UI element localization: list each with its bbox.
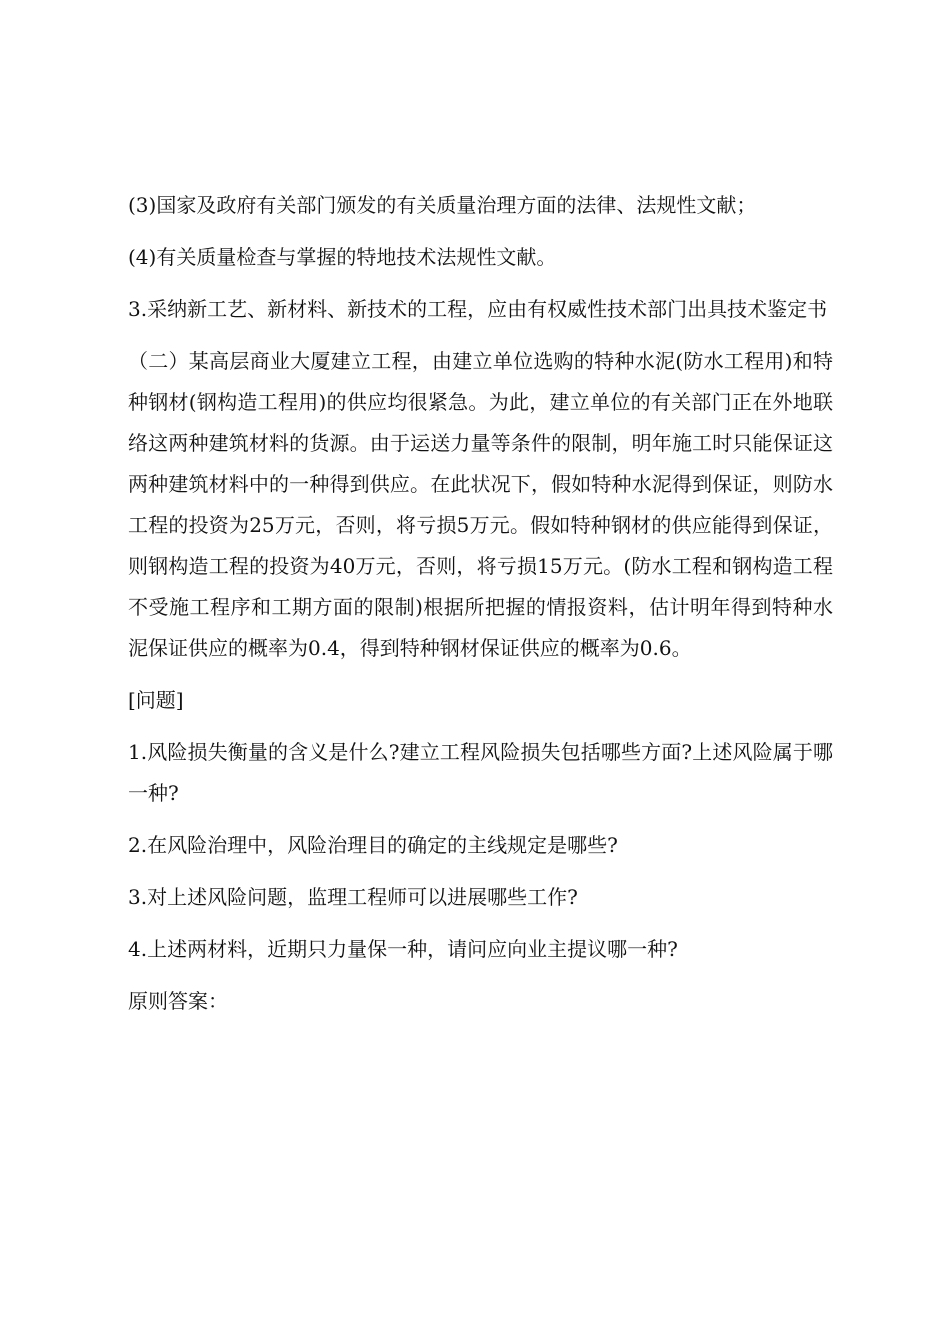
document-body <box>128 185 833 1022</box>
section-heading-questions: [问题] <box>128 688 184 712</box>
paragraph-item-3-regulations: (3)国家及政府有关部门颁发的有关质量治理方面的法律、法规性文献； <box>128 193 757 217</box>
question-1: 1.风险损失衡量的含义是什么?建立工程风险损失包括哪些方面?上述风险属于哪一种? <box>128 740 833 805</box>
question-4: 4.上述两材料，近期只力量保一种，请问应向业主提议哪一种? <box>128 937 678 961</box>
paragraph-item-4-regulations: (4)有关质量检查与掌握的特地技术法规性文献。 <box>128 245 557 269</box>
question-2: 2.在风险治理中，风险治理目的确定的主线规定是哪些? <box>128 833 618 857</box>
paragraph-new-technology: 3.采纳新工艺、新材料、新技术的工程，应由有权威性技术部门出具技术鉴定书 <box>128 297 828 321</box>
question-3: 3.对上述风险问题，监理工程师可以进展哪些工作? <box>128 885 578 909</box>
paragraph-case-two: （二）某高层商业大厦建立工程，由建立单位选购的特种水泥(防水工程用)和特种钢材(钢构造工程用)的供应均很紧急。为此，建立单位的有关部门正在外地联络这两种建筑材料的货源。由于运送力量等条件的限制，明年施工时只能保证这两种建筑材料中的一种得到供应。在此状况下，假如特种水泥得到保证，则防水工程的投资为25万元，否则，将亏损5万元。假如特种钢材的供应能得到保证，则钢构造工程的投资为40万元，否则，将亏损15万元。(防水工程和钢构造工程不受施工程序和工期方面的限制)根据所把握的情报资料，估计明年得到特种水泥保证供应的概率为0.4，得到特种钢材保证供应的概率为0.6。 <box>128 349 833 660</box>
answer-heading: 原则答案： <box>128 989 228 1013</box>
